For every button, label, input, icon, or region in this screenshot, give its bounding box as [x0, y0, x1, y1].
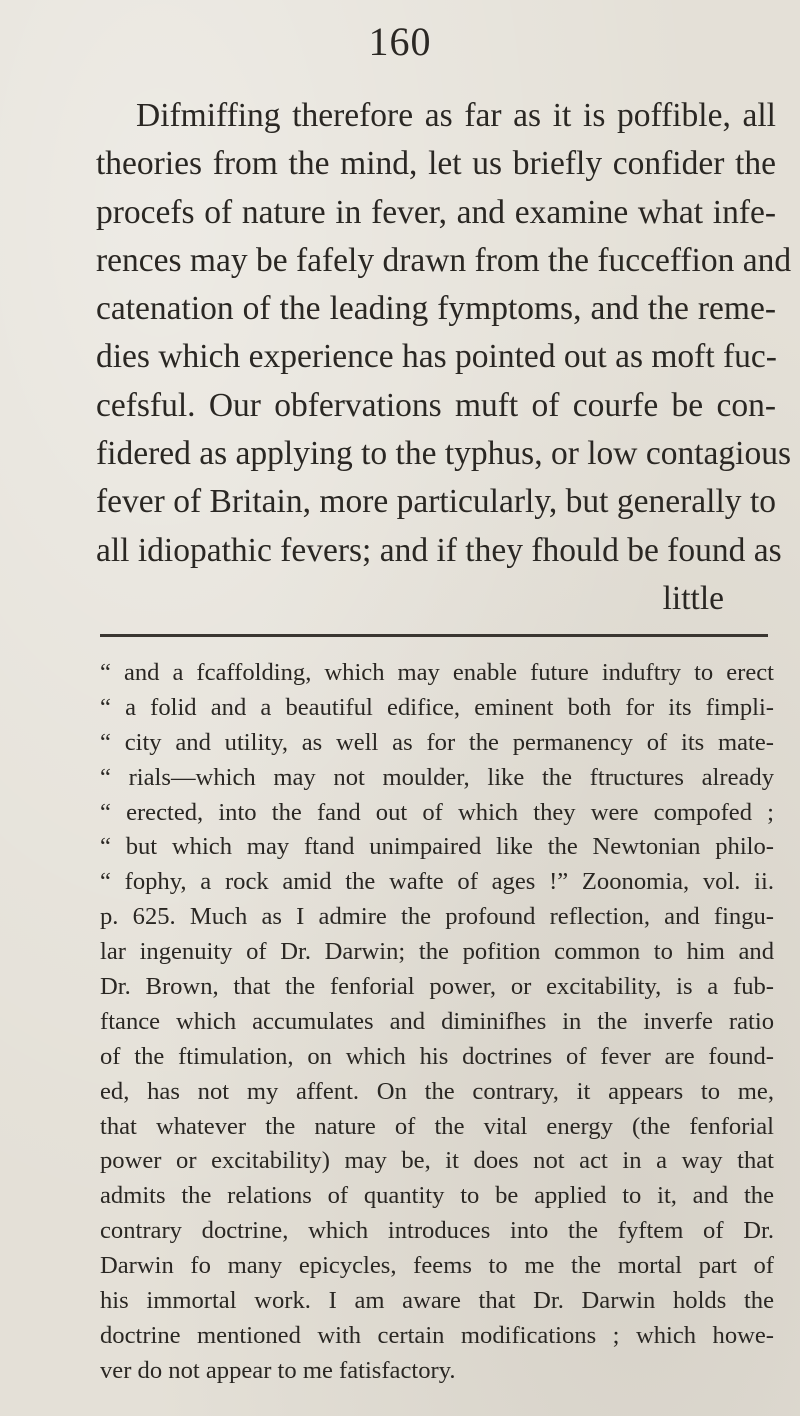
footnote-line: ed, has not my affent. On the contrary, it appears to me, — [100, 1077, 774, 1105]
footnote-line: of the ftimulation, on which his doctrines of fever are found- — [100, 1042, 774, 1070]
footnote-line: power or excitability) may be, it does not act in a way that — [100, 1147, 774, 1175]
footnote-line: “ erected, into the fand out of which they were compofed ; — [100, 798, 774, 826]
footnote-text — [100, 656, 774, 1389]
main-text-line: Difmiffing therefore as far as it is poffible, all — [136, 97, 776, 134]
footnote-line: lar ingenuity of Dr. Darwin; the pofition common to him and — [100, 938, 774, 966]
footnote-line: admits the relations of quantity to be applied to it, and the — [100, 1182, 774, 1210]
footnote-line: Darwin fo many epicycles, feems to me the mortal part of — [100, 1252, 774, 1280]
footnote-line: his immortal work. I am aware that Dr. Darwin holds the — [100, 1287, 774, 1315]
catchword: little — [662, 579, 724, 617]
footnote-line: that whatever the nature of the vital energy (the fenforial — [100, 1112, 774, 1140]
main-text-line: all idiopathic fevers; and if they fhould be found as — [96, 531, 782, 569]
page-number: 160 — [368, 19, 432, 64]
main-text-line: rences may be fafely drawn from the fucceffion and — [96, 241, 792, 279]
footnote-line: doctrine mentioned with certain modifications ; which howe- — [100, 1321, 774, 1349]
footnote-line: ver do not appear to me fatisfactory. — [100, 1356, 456, 1384]
footnote-line: “ but which may ftand unimpaired like the Newtonian philo- — [100, 833, 774, 861]
main-text-line: theories from the mind, let us briefly confider the — [96, 145, 776, 183]
footnote-line: contrary doctrine, which introduces into the fyftem of Dr. — [100, 1217, 774, 1245]
main-text-line: cefsful. Our obfervations muft of courfe be con- — [96, 386, 776, 424]
main-text-line: catenation of the leading fymptoms, and the reme- — [96, 290, 776, 328]
main-text-line: procefs of nature in fever, and examine what infe- — [96, 193, 776, 231]
footnote-line: “ a folid and a beautiful edifice, eminent both for its fimpli- — [100, 693, 774, 721]
main-text — [96, 92, 792, 623]
footnote-divider — [100, 634, 768, 637]
footnote-line: “ and a fcaffolding, which may enable future induftry to erect — [100, 659, 774, 686]
main-text-line: dies which experience has pointed out as moft fuc- — [96, 338, 777, 376]
footnote-line: “ fophy, a rock amid the wafte of ages !” Zoonomia, vol. ii. — [100, 868, 774, 896]
footnote-line: p. 625. Much as I admire the profound reflection, and fingu- — [100, 903, 774, 931]
footnote-line: ftance which accumulates and diminifhes in the inverfe ratio — [100, 1007, 774, 1035]
main-text-line: fever of Britain, more particularly, but generally to — [96, 483, 776, 521]
main-text-line: fidered as applying to the typhus, or low contagious — [96, 435, 791, 473]
footnote-line: “ city and utility, as well as for the permanency of its mate- — [100, 728, 774, 756]
footnote-line: Dr. Brown, that the fenforial power, or excitability, is a fub- — [100, 973, 774, 1001]
footnote-line: “ rials—which may not moulder, like the ftructures already — [100, 763, 774, 791]
